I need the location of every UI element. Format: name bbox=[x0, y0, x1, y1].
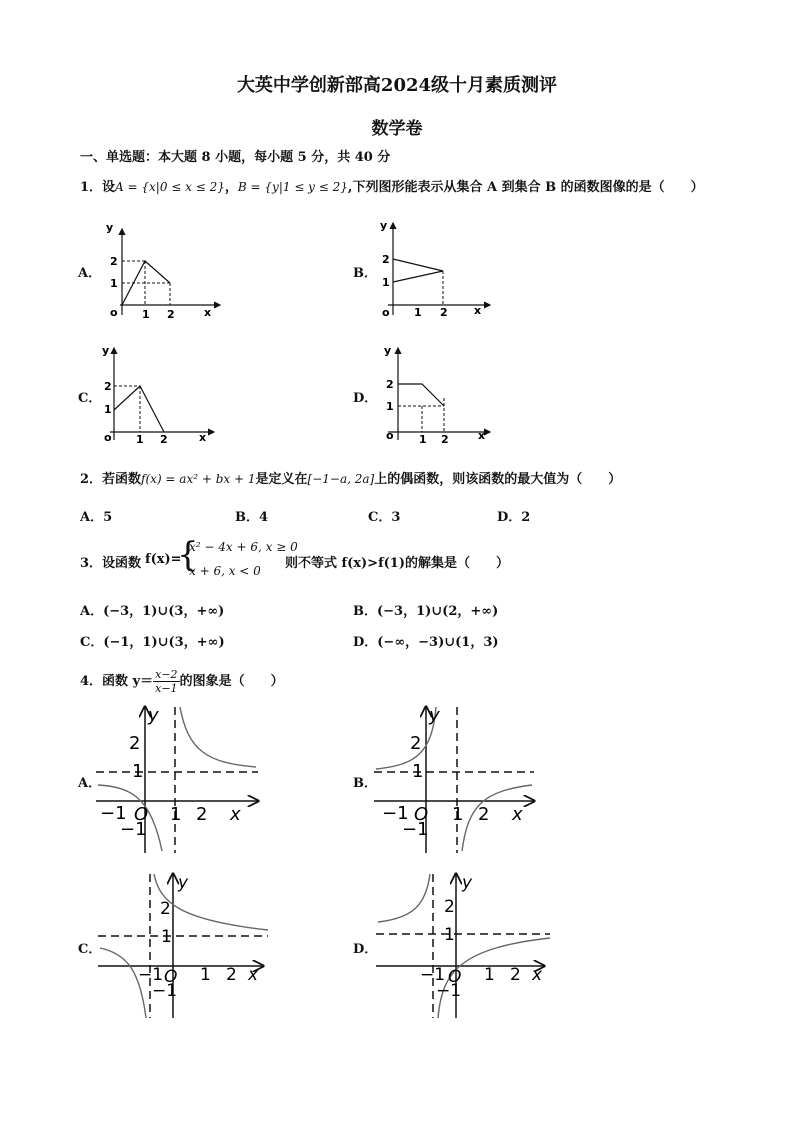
q4-option-d[interactable]: D． bbox=[353, 942, 378, 957]
origin-label: o bbox=[386, 429, 394, 442]
q3-case-2: x + 6, x < 0 bbox=[189, 564, 261, 578]
tick-2: 2 bbox=[410, 733, 422, 754]
origin-label: o bbox=[104, 431, 112, 444]
origin-label: O bbox=[448, 967, 462, 987]
q3-option-a[interactable]: A．(−3，1)∪(3，+∞) bbox=[80, 604, 225, 619]
tick-neg-1: −1 bbox=[100, 803, 127, 824]
y-label: y bbox=[148, 705, 159, 726]
tick-1: 1 bbox=[110, 277, 118, 290]
curve-left bbox=[378, 874, 430, 922]
x-label: x bbox=[478, 429, 486, 442]
tick-1: 1 bbox=[414, 306, 422, 319]
q2-function: f(x) = ax² + bx + 1 bbox=[141, 472, 256, 486]
tick-2: 2 bbox=[226, 965, 237, 985]
tick-2: 2 bbox=[167, 308, 175, 321]
tick-2: 2 bbox=[104, 380, 112, 393]
origin-label: o bbox=[382, 306, 390, 319]
q1-option-d[interactable]: D． bbox=[353, 391, 378, 406]
tick-1: 1 bbox=[200, 965, 211, 985]
y-label: y bbox=[106, 221, 114, 234]
origin-label: O bbox=[134, 804, 149, 825]
q4-graph-c bbox=[98, 872, 273, 1020]
tick-2: 2 bbox=[386, 378, 394, 391]
curve-right bbox=[154, 874, 268, 930]
q3-option-b[interactable]: B．(−3，1)∪(2，+∞) bbox=[353, 604, 499, 619]
q3-fx-label: f(x)= bbox=[145, 552, 182, 567]
tick-neg-1: −1 bbox=[382, 803, 409, 824]
tick-2: 2 bbox=[478, 804, 490, 825]
x-label: x bbox=[204, 306, 212, 319]
q4-option-b[interactable]: B． bbox=[353, 776, 377, 791]
y-label: y bbox=[462, 873, 473, 893]
graph-line bbox=[393, 259, 443, 282]
q2-option-a[interactable]: A．5 bbox=[80, 510, 113, 525]
question-1 bbox=[80, 176, 704, 195]
q1-number: 1．设 bbox=[80, 180, 116, 195]
q1-text: ,下列图形能表示从集合 A 到集合 B 的函数图像的是（ ） bbox=[347, 180, 704, 195]
q3-brace-icon: { bbox=[177, 535, 199, 575]
x-label: x bbox=[230, 804, 241, 825]
x-label: x bbox=[248, 965, 259, 985]
q4-numerator: x−2 bbox=[155, 668, 178, 681]
question-4 bbox=[80, 668, 284, 695]
tick-2: 2 bbox=[110, 255, 118, 268]
tick-1: 1 bbox=[170, 804, 182, 825]
q2-option-c[interactable]: C．3 bbox=[368, 510, 401, 525]
curve-right bbox=[180, 707, 256, 767]
q4-fraction bbox=[153, 668, 179, 695]
x-label: x bbox=[199, 431, 207, 444]
tick-2: 2 bbox=[440, 306, 448, 319]
origin-label: O bbox=[164, 967, 178, 987]
tick-2: 2 bbox=[160, 899, 171, 919]
q1-option-c[interactable]: C． bbox=[78, 391, 102, 406]
tick-1: 1 bbox=[132, 761, 144, 782]
section-heading: 一、单选题：本大题 8 小题，每小题 5 分，共 40 分 bbox=[80, 150, 391, 165]
tick-1: 1 bbox=[136, 433, 144, 446]
q2-mid-text: 是定义在 bbox=[255, 472, 308, 487]
q4-denominator: x−1 bbox=[155, 682, 178, 695]
tick-neg-1: −1 bbox=[420, 965, 446, 985]
q3-option-c[interactable]: C．(−1，1)∪(3，+∞) bbox=[80, 635, 225, 650]
question-2 bbox=[80, 468, 621, 487]
tick-1: 1 bbox=[444, 925, 455, 945]
q4-text: 的图象是（ ） bbox=[179, 674, 284, 689]
tick-1: 1 bbox=[412, 761, 424, 782]
tick-1: 1 bbox=[142, 308, 150, 321]
q2-option-b[interactable]: B．4 bbox=[235, 510, 269, 525]
tick-2: 2 bbox=[441, 433, 449, 446]
tick-2: 2 bbox=[129, 733, 141, 754]
tick-neg-1: −1 bbox=[152, 981, 178, 1001]
q3-option-d[interactable]: D．(−∞，−3)∪(1，3) bbox=[353, 635, 499, 650]
q1-option-b[interactable]: B． bbox=[353, 266, 377, 281]
q3-text: 则不等式 f(x)>f(1)的解集是（ ） bbox=[285, 556, 510, 571]
q1-set-b: B = {y|1 ≤ y ≤ 2} bbox=[237, 180, 348, 194]
y-label: y bbox=[384, 344, 392, 357]
q1-option-a[interactable]: A． bbox=[78, 266, 102, 281]
q1-comma: ， bbox=[224, 180, 238, 195]
q4-option-c[interactable]: C． bbox=[78, 942, 102, 957]
q4-graph-d bbox=[376, 872, 554, 1020]
y-label: y bbox=[429, 705, 440, 726]
graph-line bbox=[114, 386, 164, 432]
graph-line bbox=[398, 384, 444, 406]
q1-set-a: A = {x|0 ≤ x ≤ 2} bbox=[115, 180, 225, 194]
y-label: y bbox=[178, 873, 189, 893]
q2-interval: [−1−a, 2a] bbox=[307, 472, 375, 486]
y-label: y bbox=[102, 344, 110, 357]
q1-graph-a bbox=[100, 215, 230, 325]
tick-2: 2 bbox=[382, 253, 390, 266]
tick-1: 1 bbox=[452, 804, 464, 825]
tick-neg-1: −1 bbox=[436, 981, 462, 1001]
q2-option-d[interactable]: D．2 bbox=[497, 510, 531, 525]
tick-1: 1 bbox=[484, 965, 495, 985]
x-label: x bbox=[532, 965, 543, 985]
q1-graph-c bbox=[96, 340, 226, 450]
q1-graph-d bbox=[368, 340, 498, 450]
curve-left bbox=[376, 707, 436, 769]
page-subtitle: 数学卷 bbox=[371, 119, 423, 139]
tick-1: 1 bbox=[382, 276, 390, 289]
tick-2: 2 bbox=[160, 433, 168, 446]
page-title: 大英中学创新部高2024级十月素质测评 bbox=[236, 75, 558, 96]
tick-1: 1 bbox=[161, 927, 172, 947]
origin-label: O bbox=[414, 804, 429, 825]
q4-graph-b bbox=[374, 705, 544, 855]
tick-1: 1 bbox=[419, 433, 427, 446]
tick-1: 1 bbox=[386, 400, 394, 413]
origin-label: o bbox=[110, 306, 118, 319]
q4-graph-a bbox=[96, 705, 266, 855]
q3-case-1: x² − 4x + 6, x ≥ 0 bbox=[189, 540, 298, 554]
q3-number: 3．设函数 bbox=[80, 556, 142, 571]
q2-text: 上的偶函数，则该函数的最大值为（ ） bbox=[374, 472, 622, 487]
tick-2: 2 bbox=[196, 804, 208, 825]
tick-2: 2 bbox=[444, 897, 455, 917]
q4-number: 4．函数 y＝ bbox=[80, 674, 154, 689]
tick-neg-1: −1 bbox=[402, 819, 429, 840]
y-label: y bbox=[380, 219, 388, 232]
q2-number: 2．若函数 bbox=[80, 472, 142, 487]
q4-option-a[interactable]: A． bbox=[78, 776, 102, 791]
tick-2: 2 bbox=[510, 965, 521, 985]
tick-neg-1: −1 bbox=[120, 819, 147, 840]
tick-neg-1: −1 bbox=[138, 965, 164, 985]
x-label: x bbox=[512, 804, 523, 825]
q1-graph-b bbox=[368, 215, 498, 325]
tick-1: 1 bbox=[104, 403, 112, 416]
x-label: x bbox=[474, 304, 482, 317]
